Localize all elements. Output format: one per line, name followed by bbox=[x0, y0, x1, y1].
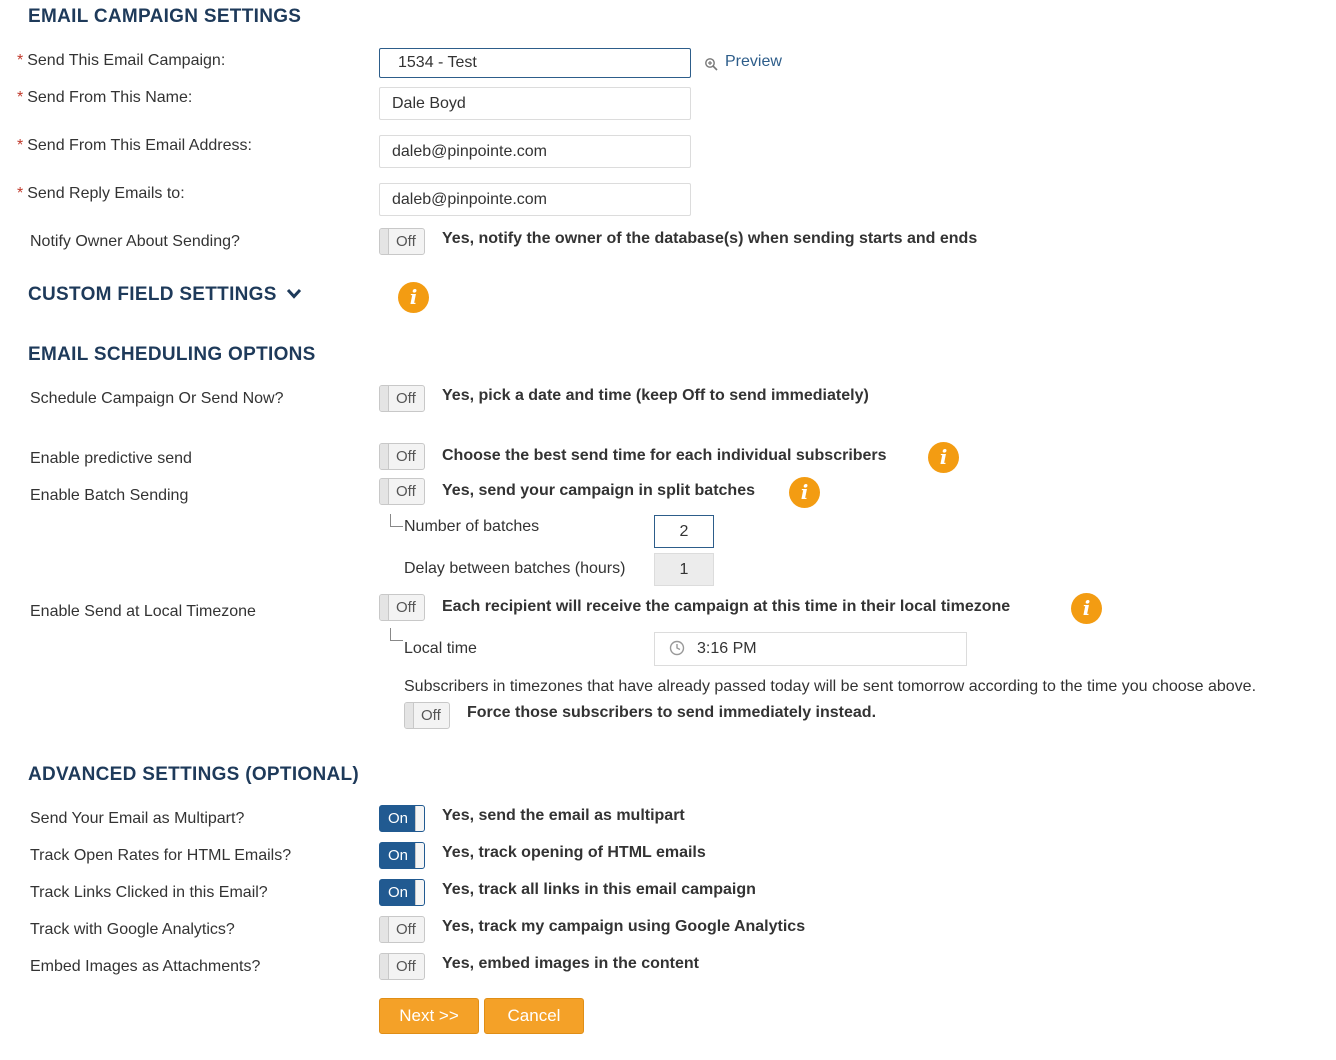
links-toggle[interactable]: On bbox=[379, 879, 425, 906]
local-time-value: 3:16 PM bbox=[697, 640, 757, 657]
links-label: Track Links Clicked in this Email? bbox=[30, 884, 268, 901]
tree-connector bbox=[390, 628, 403, 641]
schedule-toggle[interactable]: Off bbox=[379, 385, 425, 412]
batch-label: Enable Batch Sending bbox=[30, 487, 189, 504]
cancel-button[interactable]: Cancel bbox=[484, 998, 584, 1034]
open-rates-desc: Yes, track opening of HTML emails bbox=[442, 844, 706, 861]
reply-email-label: * Send Reply Emails to: bbox=[17, 185, 185, 202]
required-mark: * bbox=[17, 137, 24, 154]
preview-zoom-icon[interactable] bbox=[704, 57, 718, 76]
schedule-desc: Yes, pick a date and time (keep Off to send immediately) bbox=[442, 387, 869, 404]
timezone-toggle[interactable]: Off bbox=[379, 594, 425, 621]
predictive-desc: Choose the best send time for each individual subscribers bbox=[442, 447, 887, 464]
section-title-campaign: EMAIL CAMPAIGN SETTINGS bbox=[28, 6, 302, 27]
tree-connector bbox=[390, 514, 403, 527]
force-send-toggle[interactable]: Off bbox=[404, 702, 450, 729]
required-mark: * bbox=[17, 185, 24, 202]
from-email-label: * Send From This Email Address: bbox=[17, 137, 252, 154]
delay-label: Delay between batches (hours) bbox=[404, 560, 626, 577]
section-title-advanced: ADVANCED SETTINGS (OPTIONAL) bbox=[28, 764, 360, 785]
multipart-toggle[interactable]: On bbox=[379, 805, 425, 832]
ga-label: Track with Google Analytics? bbox=[30, 921, 235, 938]
section-title-custom-fields[interactable]: CUSTOM FIELD SETTINGS bbox=[28, 284, 302, 306]
timezone-label: Enable Send at Local Timezone bbox=[30, 603, 256, 620]
info-icon[interactable]: i bbox=[1071, 593, 1102, 624]
predictive-label: Enable predictive send bbox=[30, 450, 192, 467]
batch-toggle[interactable]: Off bbox=[379, 478, 425, 505]
chevron-down-icon[interactable] bbox=[286, 284, 302, 306]
section-title-scheduling: EMAIL SCHEDULING OPTIONS bbox=[28, 344, 316, 365]
local-time-label: Local time bbox=[404, 640, 477, 657]
next-button[interactable]: Next >> bbox=[379, 998, 479, 1034]
multipart-label: Send Your Email as Multipart? bbox=[30, 810, 245, 827]
info-icon[interactable]: i bbox=[398, 282, 429, 313]
info-icon[interactable]: i bbox=[928, 442, 959, 473]
embed-label: Embed Images as Attachments? bbox=[30, 958, 261, 975]
from-name-label: * Send From This Name: bbox=[17, 89, 193, 106]
delay-input[interactable]: 1 bbox=[654, 553, 714, 586]
clock-icon bbox=[669, 640, 685, 661]
notify-owner-toggle[interactable]: Off bbox=[379, 228, 425, 255]
from-name-input[interactable]: Dale Boyd bbox=[379, 87, 691, 120]
campaign-select[interactable]: 1534 - Test bbox=[379, 48, 691, 78]
ga-toggle[interactable]: Off bbox=[379, 916, 425, 943]
force-send-desc: Force those subscribers to send immediately instead. bbox=[467, 704, 877, 721]
ga-desc: Yes, track my campaign using Google Analytics bbox=[442, 918, 806, 935]
preview-link[interactable]: Preview bbox=[725, 53, 782, 70]
num-batches-label: Number of batches bbox=[404, 518, 540, 535]
embed-desc: Yes, embed images in the content bbox=[442, 955, 699, 972]
schedule-label: Schedule Campaign Or Send Now? bbox=[30, 390, 284, 407]
local-time-input[interactable] bbox=[654, 632, 967, 666]
timezone-note: Subscribers in timezones that have already passed today will be sent tomorrow according to the time you choose above. bbox=[404, 678, 1257, 695]
reply-email-input[interactable]: daleb@pinpointe.com bbox=[379, 183, 691, 216]
notify-owner-label: Notify Owner About Sending? bbox=[30, 233, 240, 250]
notify-owner-desc: Yes, notify the owner of the database(s) when sending starts and ends bbox=[442, 230, 978, 247]
num-batches-input[interactable]: 2 bbox=[654, 515, 714, 548]
open-rates-toggle[interactable]: On bbox=[379, 842, 425, 869]
batch-desc: Yes, send your campaign in split batches bbox=[442, 482, 755, 499]
predictive-toggle[interactable]: Off bbox=[379, 443, 425, 470]
info-icon[interactable]: i bbox=[789, 477, 820, 508]
multipart-desc: Yes, send the email as multipart bbox=[442, 807, 685, 824]
embed-toggle[interactable]: Off bbox=[379, 953, 425, 980]
timezone-desc: Each recipient will receive the campaign at this time in their local timezone bbox=[442, 598, 1011, 615]
open-rates-label: Track Open Rates for HTML Emails? bbox=[30, 847, 292, 864]
from-email-input[interactable]: daleb@pinpointe.com bbox=[379, 135, 691, 168]
send-campaign-label: * Send This Email Campaign: bbox=[17, 52, 226, 69]
required-mark: * bbox=[17, 89, 24, 106]
links-desc: Yes, track all links in this email campaign bbox=[442, 881, 756, 898]
required-mark: * bbox=[17, 52, 24, 69]
